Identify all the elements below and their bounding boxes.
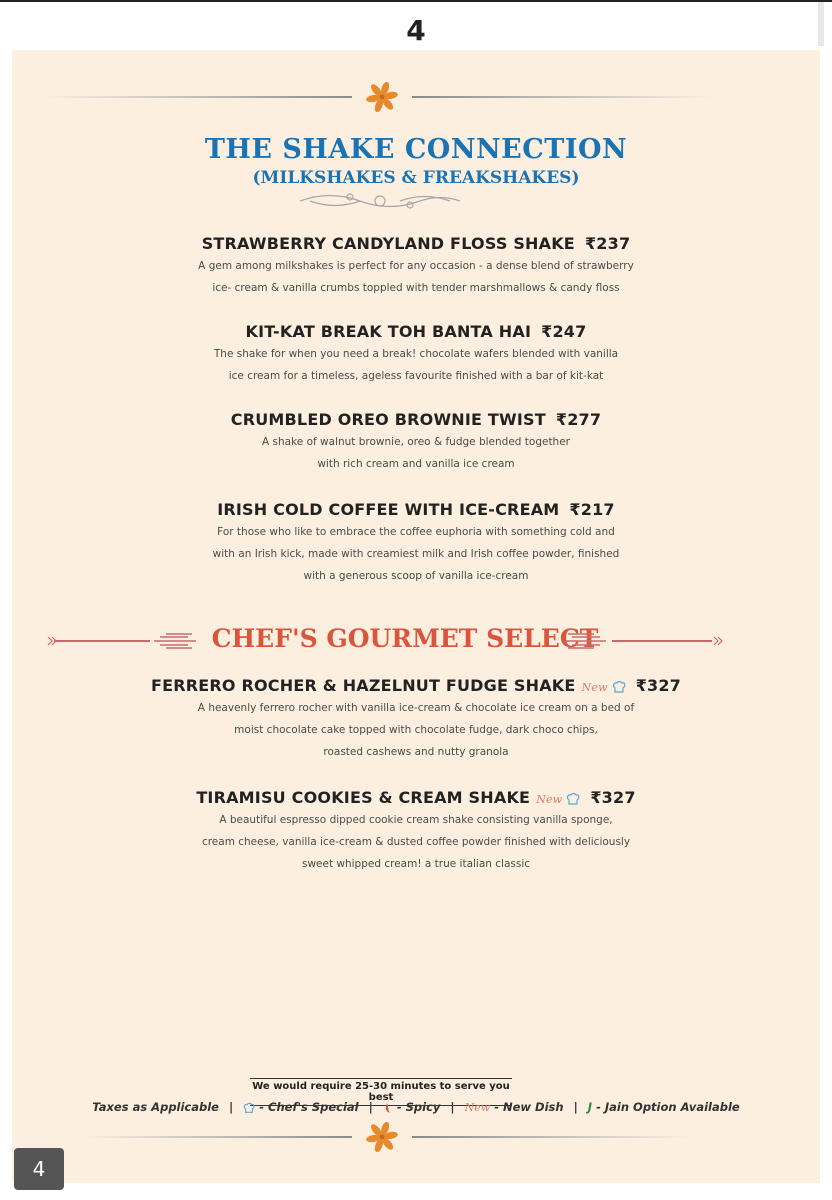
description-line: sweet whipped cream! a true italian classic	[301, 858, 531, 870]
chef-hat-icon	[243, 1102, 255, 1114]
taxes-note: Taxes as Applicable	[92, 1100, 219, 1114]
ornament-line-left	[82, 1136, 352, 1138]
item-name-line	[12, 676, 820, 695]
serving-time-note: We would require 25-30 minutes to serve you best	[250, 1078, 512, 1106]
description-line: roasted cashews and nutty granola	[323, 746, 509, 758]
new-dish-label: - New Dish	[494, 1100, 564, 1114]
item-name: CRUMBLED OREO BROWNIE TWIST	[230, 410, 546, 429]
spicy-label: - Spicy	[396, 1100, 441, 1114]
pinwheel-ornament-icon	[364, 80, 400, 114]
description-line: cream cheese, vanilla ice-cream & dusted coffee powder finished with deliciously	[201, 836, 631, 848]
item-price: ₹217	[569, 500, 615, 519]
new-badge: New	[581, 681, 608, 694]
arrow-head-icon	[712, 635, 726, 647]
top-ornament	[42, 82, 766, 112]
legend-separator: |	[229, 1100, 234, 1114]
chef-menu-item	[12, 788, 820, 875]
section-title: THE SHAKE CONNECTION	[204, 134, 628, 165]
new-badge: New	[536, 793, 563, 806]
item-name: KIT-KAT BREAK TOH BANTA HAI	[245, 322, 532, 341]
description-line: A beautiful espresso dipped cookie cream shake consisting vanilla sponge,	[219, 814, 613, 826]
item-name-line	[12, 234, 820, 253]
legend-separator: |	[368, 1100, 373, 1114]
chili-icon	[383, 1102, 393, 1114]
description-line: moist chocolate cake topped with chocolate fudge, dark choco chips,	[234, 724, 598, 736]
item-description	[12, 697, 820, 763]
jain-label: - Jain Option Available	[596, 1100, 740, 1114]
item-name: FERRERO ROCHER & HAZELNUT FUDGE SHAKE	[150, 676, 576, 695]
legend-separator: |	[573, 1100, 578, 1114]
jain-mark: J	[587, 1100, 593, 1114]
item-price: ₹327	[590, 788, 636, 807]
item-price: ₹247	[541, 322, 587, 341]
item-price: ₹327	[635, 676, 682, 695]
item-description	[12, 255, 820, 299]
menu-page	[12, 50, 820, 1183]
chef-hat-icon	[612, 680, 626, 694]
page-indicator-badge[interactable]: 4	[14, 1148, 64, 1190]
item-price: ₹237	[584, 234, 631, 253]
menu-item	[12, 234, 820, 299]
menu-item	[12, 322, 820, 387]
description-line: ice cream for a timeless, ageless favourite finished with a bar of kit-kat	[228, 370, 604, 382]
chef-hat-icon	[566, 792, 580, 806]
ornament-line-left	[42, 96, 352, 98]
item-name-line	[12, 500, 820, 519]
item-name-line	[12, 322, 820, 341]
item-price: ₹277	[555, 410, 602, 429]
item-description	[12, 431, 820, 475]
legend-separator: |	[450, 1100, 455, 1114]
chef-section-header	[40, 622, 770, 662]
chef-flourish-right-icon	[562, 630, 608, 652]
item-description	[12, 809, 820, 875]
pinwheel-ornament-icon	[364, 1120, 400, 1154]
chef-menu-item	[12, 676, 820, 763]
description-line: with a generous scoop of vanilla ice-cream	[303, 570, 529, 582]
section-subtitle: (MILKSHAKES & FREAKSHAKES)	[252, 168, 580, 188]
description-line: For those who like to embrace the coffee euphoria with something cold and	[217, 526, 615, 538]
menu-item	[12, 500, 820, 587]
item-description	[12, 521, 820, 587]
description-line: A gem among milkshakes is perfect for any occasion - a dense blend of strawberry	[198, 260, 634, 272]
legend	[12, 1100, 820, 1114]
ornament-line-right	[412, 96, 712, 98]
description-line: ice- cream & vanilla crumbs toppled with tender marshmallows & candy floss	[212, 282, 620, 294]
bottom-ornament	[42, 1122, 766, 1152]
chef-line-right	[612, 640, 712, 642]
description-line: A shake of walnut brownie, oreo & fudge blended together	[262, 436, 570, 448]
description-line: A heavenly ferrero rocher with vanilla ice-cream & chocolate ice cream on a bed of	[197, 702, 635, 714]
menu-item	[12, 410, 820, 475]
item-name: STRAWBERRY CANDYLAND FLOSS SHAKE	[201, 234, 575, 253]
item-name: TIRAMISU COOKIES & CREAM SHAKE	[196, 788, 531, 807]
item-name-line	[12, 410, 820, 429]
item-name-line	[12, 788, 820, 807]
ornament-line-right	[412, 1136, 692, 1138]
flourish-ornament-icon	[290, 188, 470, 214]
item-description	[12, 343, 820, 387]
item-name: IRISH COLD COFFEE WITH ICE-CREAM	[217, 500, 560, 519]
chef-section-title: CHEF'S GOURMET SELECT	[211, 624, 599, 653]
new-badge: New	[464, 1101, 491, 1114]
viewer-top-border	[0, 0, 832, 2]
page-number-header: 4	[406, 14, 426, 47]
description-line: The shake for when you need a break! chocolate wafers blended with vanilla	[213, 348, 619, 360]
chef-special-label: - Chef's Special	[259, 1100, 359, 1114]
description-line: with an Irish kick, made with creamiest milk and Irish coffee powder, finished	[212, 548, 620, 560]
description-line: with rich cream and vanilla ice cream	[317, 458, 515, 470]
